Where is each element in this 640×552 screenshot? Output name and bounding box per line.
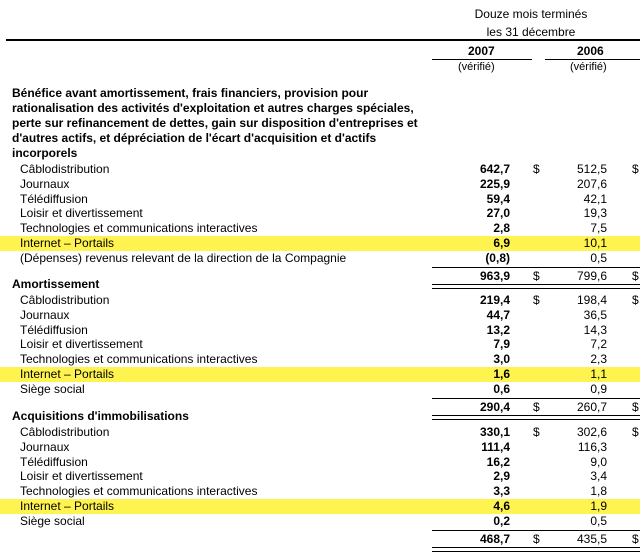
value-2007: 7,9 (493, 337, 510, 352)
highlighted-row (0, 367, 640, 382)
total-2006: 799,6 (576, 268, 607, 283)
table-row (0, 323, 640, 338)
section-title: Bénéfice avant amortissement, frais financiers, provision pour rationalisation des activités d'exploitation et autres charges spéciales, perte sur refinancement de dettes, gain sur disposition d'entreprises et d'autres actifs, et dépréciation de l'écart d'acquisition et d'actifs incorporels (12, 86, 418, 160)
table-row (0, 484, 640, 499)
row-label: Câblodistribution (20, 425, 110, 439)
col-2006-underline (545, 59, 640, 60)
value-2006: 0,5 (590, 513, 607, 528)
value-2006: 7,5 (590, 221, 607, 236)
value-2006: 207,6 (576, 176, 607, 191)
table-row (0, 192, 640, 207)
row-label: Loisir et divertissement (20, 337, 143, 352)
table-row (0, 162, 640, 177)
section-title: Acquisitions d'immobilisations (12, 409, 189, 423)
value-2006: 0,9 (590, 381, 607, 396)
column-2007: 2007 (468, 44, 495, 58)
period-line-2: les 31 décembre (486, 25, 576, 39)
value-2006: 9,0 (590, 454, 607, 469)
value-2006: 1,1 (590, 367, 607, 381)
subtotal-rule (432, 530, 640, 531)
table-row (0, 514, 640, 529)
value-2006: 7,2 (590, 337, 607, 352)
value-2007: 111,4 (481, 439, 510, 454)
value-2006: 3,4 (590, 469, 607, 484)
col-2007-underline (432, 59, 532, 60)
value-2007: 3,3 (493, 484, 510, 499)
total-2007: 468,7 (479, 531, 510, 546)
value-2007: 642,7 (479, 162, 510, 176)
table-row (0, 455, 640, 470)
value-2006: 302,6 (576, 425, 607, 439)
table-row (0, 251, 640, 266)
row-label: Câblodistribution (20, 162, 110, 176)
value-2007: 2,8 (493, 221, 510, 236)
value-2007: 0,2 (493, 513, 510, 528)
value-2007: 2,9 (493, 469, 510, 484)
currency-symbol: $ (533, 162, 540, 176)
value-2007: (0,8) (485, 250, 510, 265)
total-2006: 435,5 (576, 531, 607, 546)
table-row (0, 352, 640, 367)
currency-symbol: $ (533, 268, 540, 283)
value-2007: 16,2 (486, 454, 510, 469)
row-label: Siège social (20, 513, 85, 528)
value-2007: 13,2 (486, 322, 510, 337)
column-2006-status: (vérifié) (570, 61, 607, 73)
header-rule (6, 39, 640, 41)
subtotal-rule (432, 398, 640, 399)
column-2007-status: (vérifié) (458, 61, 495, 73)
value-2006: 42,1 (583, 191, 607, 206)
currency-symbol: $ (632, 399, 639, 414)
value-2006: 116,3 (577, 439, 607, 454)
row-label: Journaux (20, 176, 70, 191)
row-label: Télédiffusion (20, 191, 88, 206)
value-2007: 225,9 (479, 176, 510, 191)
section-title: Amortissement (12, 277, 100, 291)
table-row (0, 469, 640, 484)
currency-symbol: $ (632, 162, 639, 176)
row-label: Technologies et communications interactives (20, 484, 258, 499)
currency-symbol: $ (632, 293, 639, 307)
row-label: Loisir et divertissement (20, 206, 143, 221)
table-row (0, 440, 640, 455)
table-row (0, 293, 640, 308)
row-label: Journaux (20, 307, 70, 322)
period-line-1: Douze mois terminés (474, 7, 588, 21)
table-row (0, 221, 640, 236)
value-2007: 4,6 (493, 499, 510, 513)
total-double-rule (432, 284, 640, 289)
row-label: Télédiffusion (20, 322, 88, 337)
value-2007: 3,0 (493, 352, 510, 367)
currency-symbol: $ (533, 293, 540, 307)
currency-symbol: $ (533, 531, 540, 546)
row-label: Télédiffusion (20, 454, 88, 469)
value-2006: 2,3 (590, 352, 607, 367)
value-2006: 0,5 (590, 250, 607, 265)
currency-symbol: $ (632, 425, 639, 439)
value-2007: 1,6 (493, 367, 510, 381)
row-label: Internet – Portails (20, 236, 115, 250)
table-row (0, 337, 640, 352)
row-label: Technologies et communications interactives (20, 221, 258, 236)
table-row (0, 308, 640, 323)
value-2007: 44,7 (486, 307, 510, 322)
value-2007: 219,4 (479, 293, 510, 307)
value-2006: 1,9 (590, 499, 607, 513)
value-2006: 14,3 (583, 322, 607, 337)
total-row (0, 532, 640, 547)
table-row (0, 382, 640, 397)
row-label: Siège social (20, 381, 85, 396)
value-2006: 512,5 (576, 162, 607, 176)
row-label: Internet – Portails (20, 499, 115, 513)
value-2007: 6,9 (493, 236, 510, 250)
total-double-rule (432, 547, 640, 552)
highlighted-row (0, 236, 640, 251)
currency-symbol: $ (632, 531, 639, 546)
value-2007: 27,0 (486, 206, 510, 221)
row-label: Technologies et communications interactives (20, 352, 258, 367)
column-2006: 2006 (577, 44, 604, 58)
total-2007: 290,4 (479, 399, 510, 414)
row-label: Câblodistribution (20, 293, 110, 307)
value-2007: 59,4 (486, 191, 510, 206)
table-row (0, 177, 640, 192)
total-2006: 260,7 (576, 399, 607, 414)
row-label: (Dépenses) revenus relevant de la direction de la Compagnie (20, 250, 347, 265)
row-label: Journaux (20, 439, 70, 454)
value-2007: 0,6 (493, 381, 510, 396)
value-2006: 1,8 (590, 484, 607, 499)
value-2006: 19,3 (583, 206, 607, 221)
value-2006: 10,1 (583, 236, 607, 250)
row-label: Internet – Portails (20, 367, 115, 381)
table-row (0, 206, 640, 221)
currency-symbol: $ (533, 425, 540, 439)
currency-symbol: $ (632, 268, 639, 283)
table-row (0, 425, 640, 440)
value-2006: 198,4 (576, 293, 607, 307)
currency-symbol: $ (533, 399, 540, 414)
value-2006: 36,5 (583, 307, 607, 322)
highlighted-row (0, 499, 640, 514)
total-double-rule (432, 415, 640, 420)
value-2007: 330,1 (479, 425, 510, 439)
subtotal-rule (432, 267, 640, 268)
row-label: Loisir et divertissement (20, 469, 143, 484)
total-2007: 963,9 (479, 268, 510, 283)
